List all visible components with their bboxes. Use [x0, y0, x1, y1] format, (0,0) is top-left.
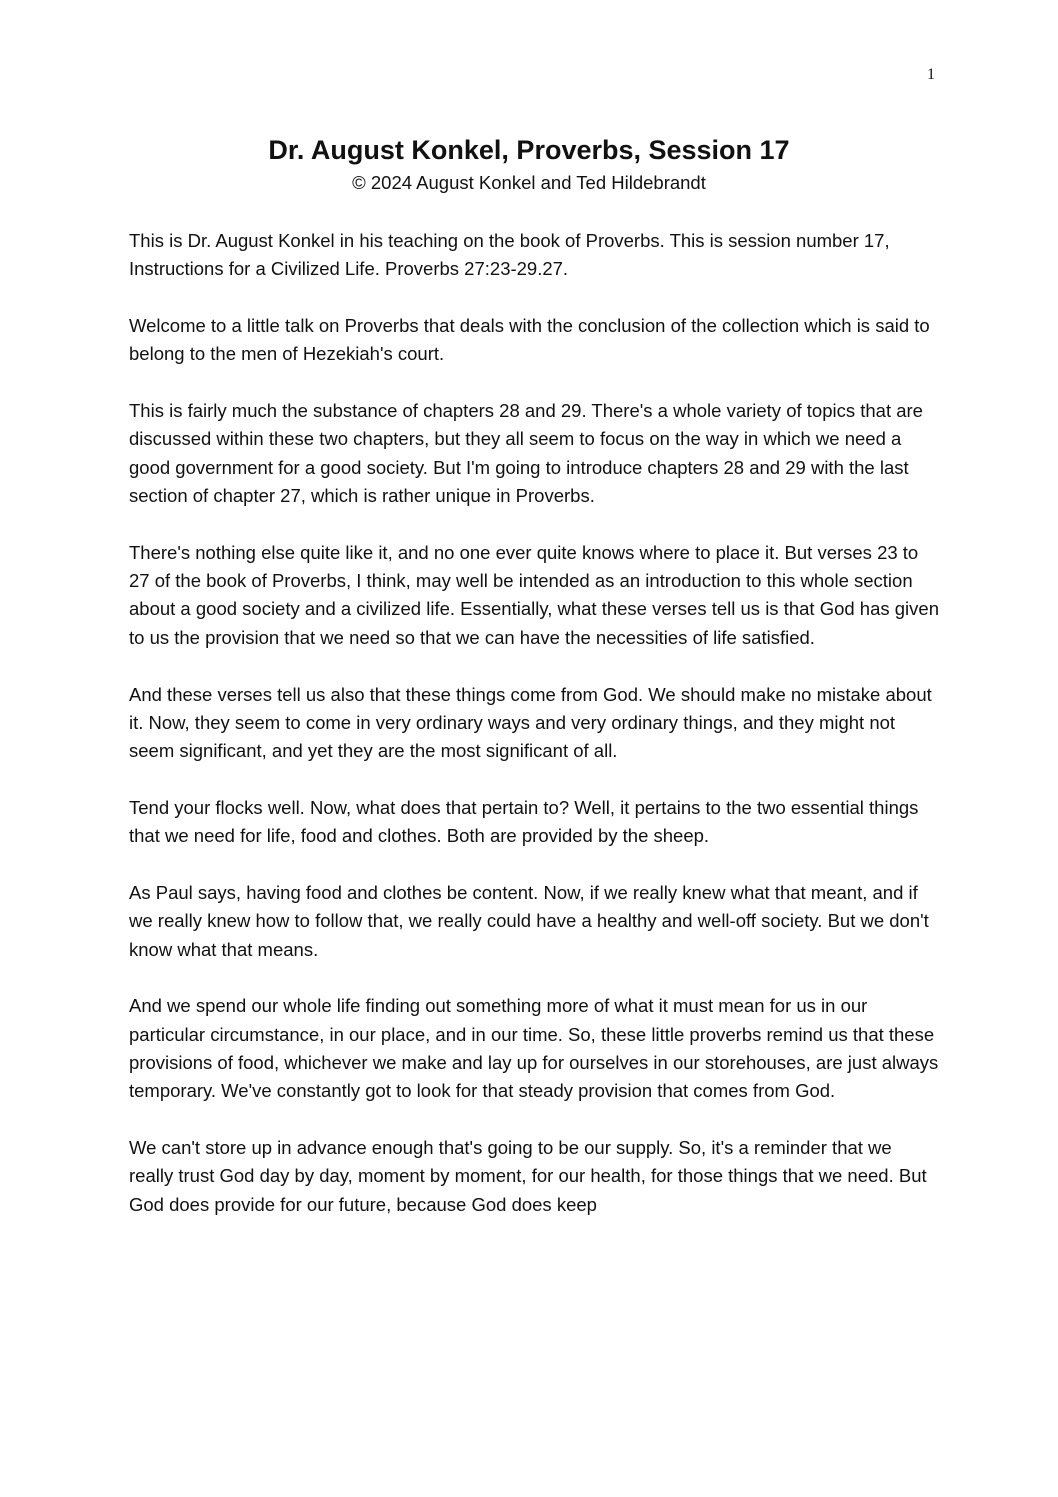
paragraph: We can't store up in advance enough that's going to be our supply. So, it's a reminder that we really trust God day by day, moment by moment, for our health, for those things that we need. But God does provide for our future, because God does keep [129, 1137, 927, 1215]
paragraph: This is Dr. August Konkel in his teaching on the book of Proverbs. This is session number 17, Instructions for a Civilized Life. Proverbs 27:23-29.27. [129, 230, 890, 280]
document-body [129, 227, 939, 1248]
paragraph: Tend your flocks well. Now, what does that pertain to? Well, it pertains to the two essential things that we need for life, food and clothes. Both are provided by the sheep. [129, 796, 919, 847]
paragraph: There's nothing else quite like it, and no one ever quite knows where to place it. But verses 23 to 27 of the book of Proverbs, I think, may well be intended as an introduction to this whole section about a good society and a civilized life. Essentially, what these verses tell us is that God has given to us the provision that we need so that we can have the necessities of life satisfied. [129, 541, 939, 648]
paragraph: And these verses tell us also that these things come from God. We should make no mistake about it. Now, they seem to come in very ordinary ways and very ordinary things, and they might not seem significant, and yet they are the most significant of all. [129, 683, 932, 762]
page-number: 1 [927, 66, 935, 83]
paragraph: As Paul says, having food and clothes be content. Now, if we really knew what that meant, and if we really knew how to follow that, we really could have a healthy and well-off society. But we don't know what that means. [129, 882, 929, 960]
paragraph: Welcome to a little talk on Proverbs that deals with the conclusion of the collection which is said to belong to the men of Hezekiah's court. [129, 315, 930, 365]
paragraph: And we spend our whole life finding out something more of what it must mean for us in our particular circumstance, in our place, and in our time. So, these little proverbs remind us that these provisions of food, whichever we make and lay up for ourselves in our storehouses, are just always temporary. We've constantly got to look for that steady provision that comes from God. [129, 995, 939, 1102]
paragraph: This is fairly much the substance of chapters 28 and 29. There's a whole variety of topics that are discussed within these two chapters, but they all seem to focus on the way in which we need a good government for a good society. But I'm going to introduce chapters 28 and 29 with the last section of chapter 27, which is rather unique in Proverbs. [129, 400, 923, 507]
copyright-line: © 2024 August Konkel and Ted Hildebrandt [352, 172, 706, 193]
page-title: Dr. August Konkel, Proverbs, Session 17 [268, 135, 790, 165]
